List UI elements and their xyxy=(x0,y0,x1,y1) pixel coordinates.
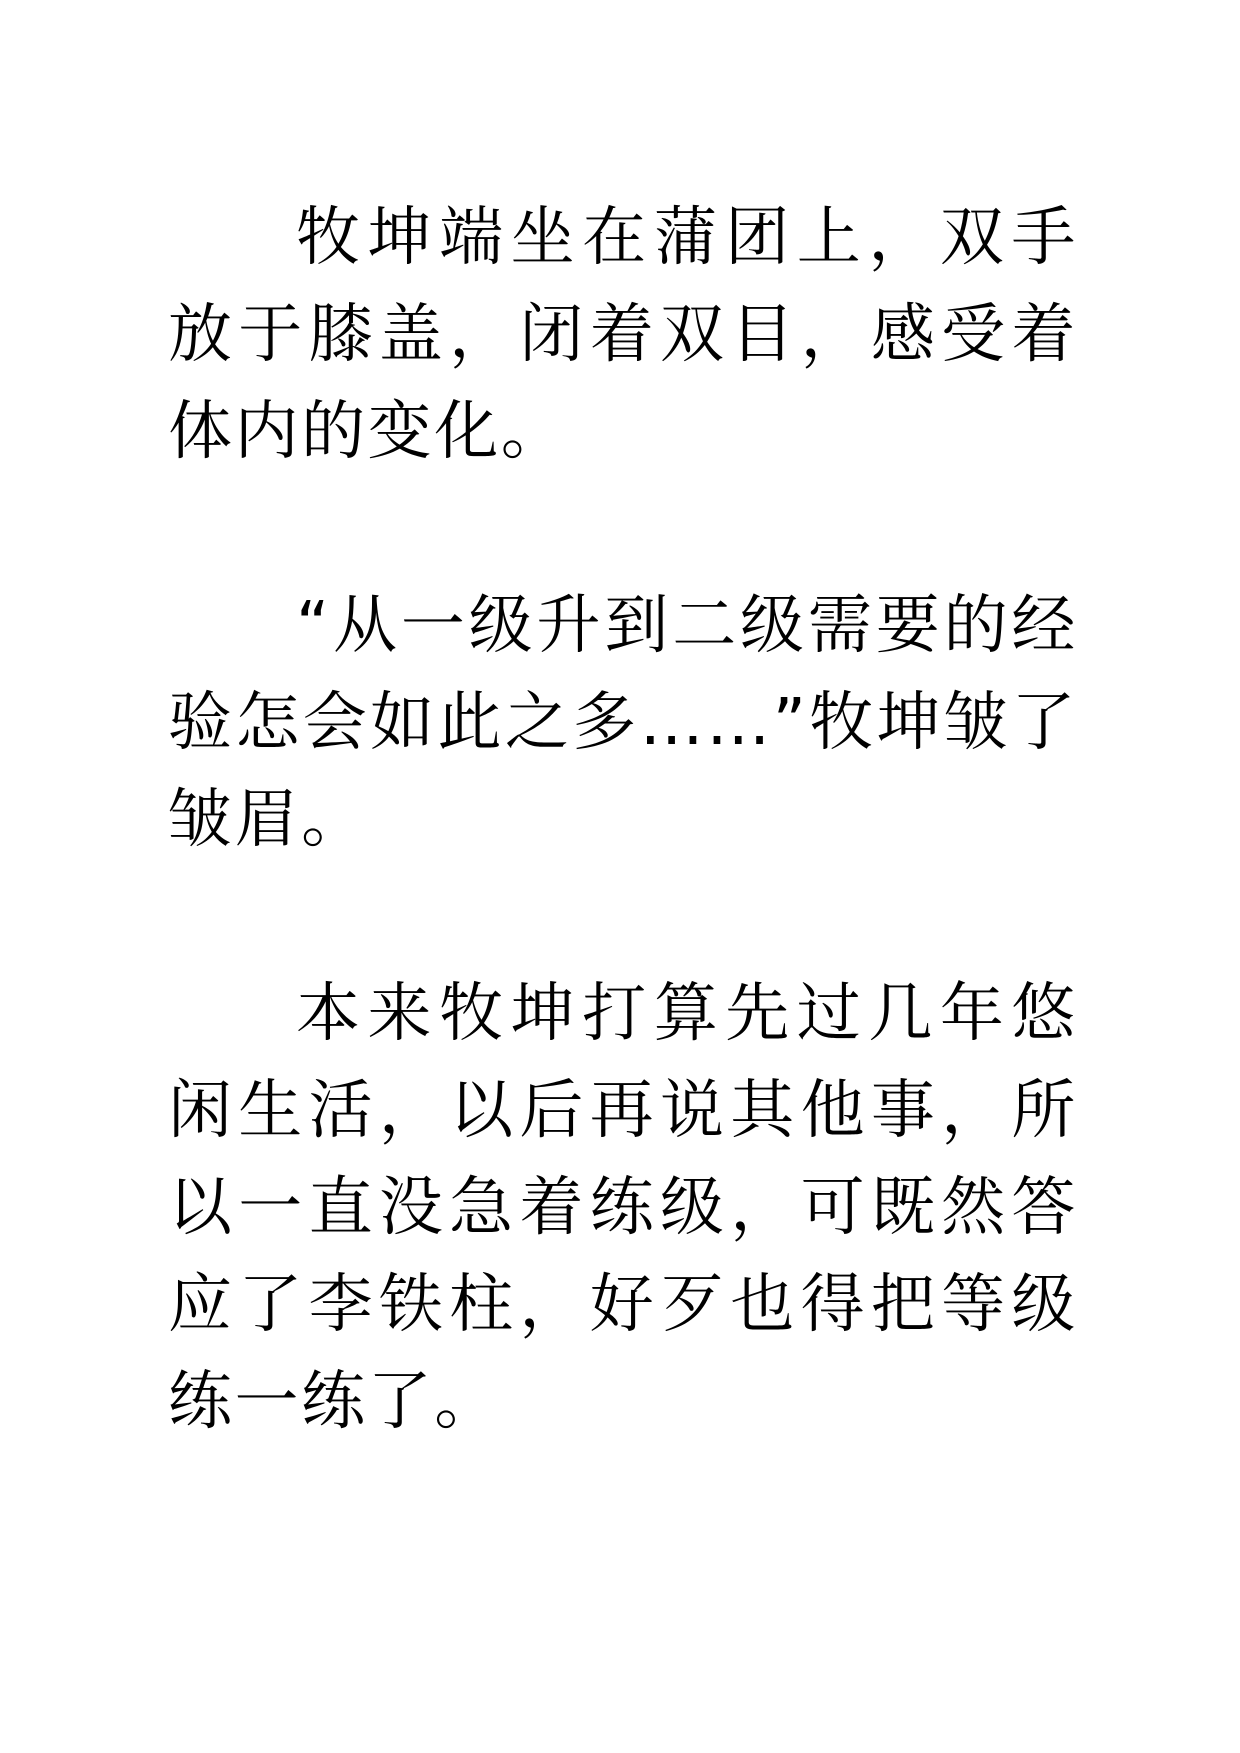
paragraph-2: “从一级升到二级需要的经验怎会如此之多……”牧坤皱了皱眉。 xyxy=(168,589,1078,857)
paragraph-1: 牧坤端坐在蒲团上，双手放于膝盖，闭着双目，感受着体内的变化。 xyxy=(168,201,1078,469)
paragraph-3: 本来牧坤打算先过几年悠闲生活，以后再说其他事，所以一直没急着练级，可既然答应了李铁柱，好歹也得把等级练一练了。 xyxy=(168,977,1078,1439)
